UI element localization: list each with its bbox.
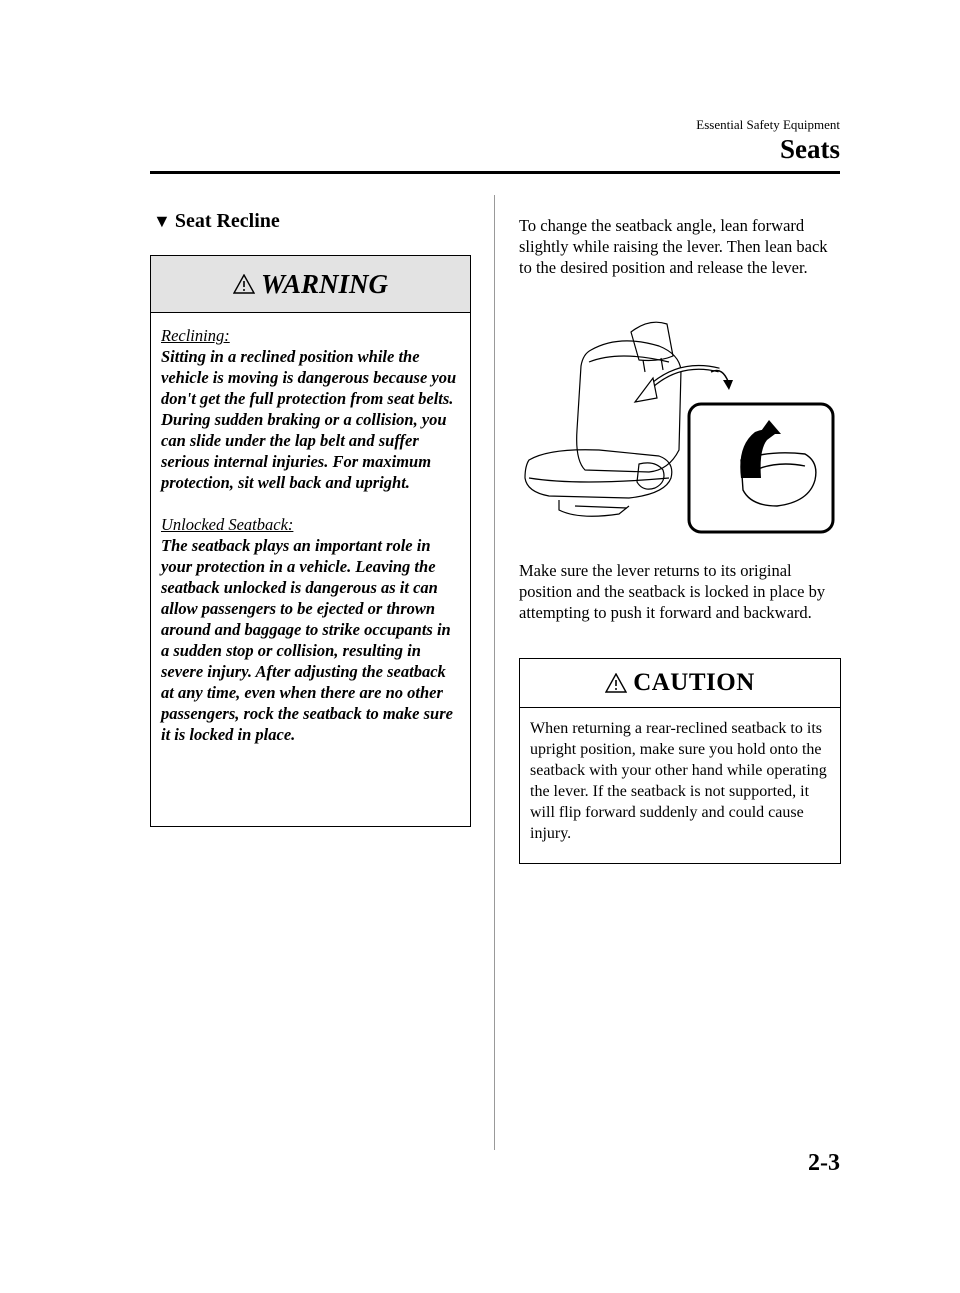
unlocked-heading: Unlocked Seatback: xyxy=(161,515,294,534)
subsection-heading xyxy=(153,210,280,233)
warning-body xyxy=(151,313,470,745)
header-rule xyxy=(150,171,840,174)
warning-title: WARNING xyxy=(260,268,389,299)
subsection-title: Seat Recline xyxy=(174,210,280,232)
warning-box xyxy=(150,255,471,827)
caution-box xyxy=(519,658,841,864)
warning-triangle-icon xyxy=(233,274,255,294)
caution-triangle-icon xyxy=(605,673,627,693)
change-angle-paragraph: To change the seatback angle, lean forward slightly while raising the lever. Then lean back to the desired position and release the lever. xyxy=(519,216,828,277)
reclining-text: Sitting in a reclined position while the vehicle is moving is dangerous because you don't get the full protection from seat belts. During sudden braking or a collision, you can slide under the lap belt and suffer serious internal injuries. For maximum protection, sit well back and upright. xyxy=(161,347,457,492)
caution-text: When returning a rear-reclined seatback to its upright position, make sure you hold onto the seatback with your other hand while operating the lever. If the seatback is not supported, it will flip forward suddenly and could cause injury. xyxy=(530,720,827,842)
column-divider xyxy=(494,195,495,1150)
warning-header xyxy=(151,256,470,313)
section-title: Seats xyxy=(780,134,840,164)
triangle-marker-icon: ▼ xyxy=(153,211,171,231)
verify-lock-paragraph: Make sure the lever returns to its original position and the seatback is locked in place by attempting to push it forward and backward. xyxy=(519,561,826,622)
caution-title: CAUTION xyxy=(633,669,755,696)
page-number: 2-3 xyxy=(808,1150,840,1176)
caution-header xyxy=(520,659,840,708)
reclining-heading: Reclining: xyxy=(161,326,230,345)
chapter-label: Essential Safety Equipment xyxy=(696,117,840,132)
unlocked-text: The seatback plays an important role in your protection in a vehicle. Leaving the seatback unlocked is dangerous as it can allow passengers to be ejected or thrown around and baggage to strike occupants in a sudden stop or collision, resulting in severe injury. After adjusting the seatback at any time, even when there are no other passengers, rock the seatback to make sure it is locked in place. xyxy=(161,536,453,744)
seat-recline-illustration xyxy=(519,310,835,535)
